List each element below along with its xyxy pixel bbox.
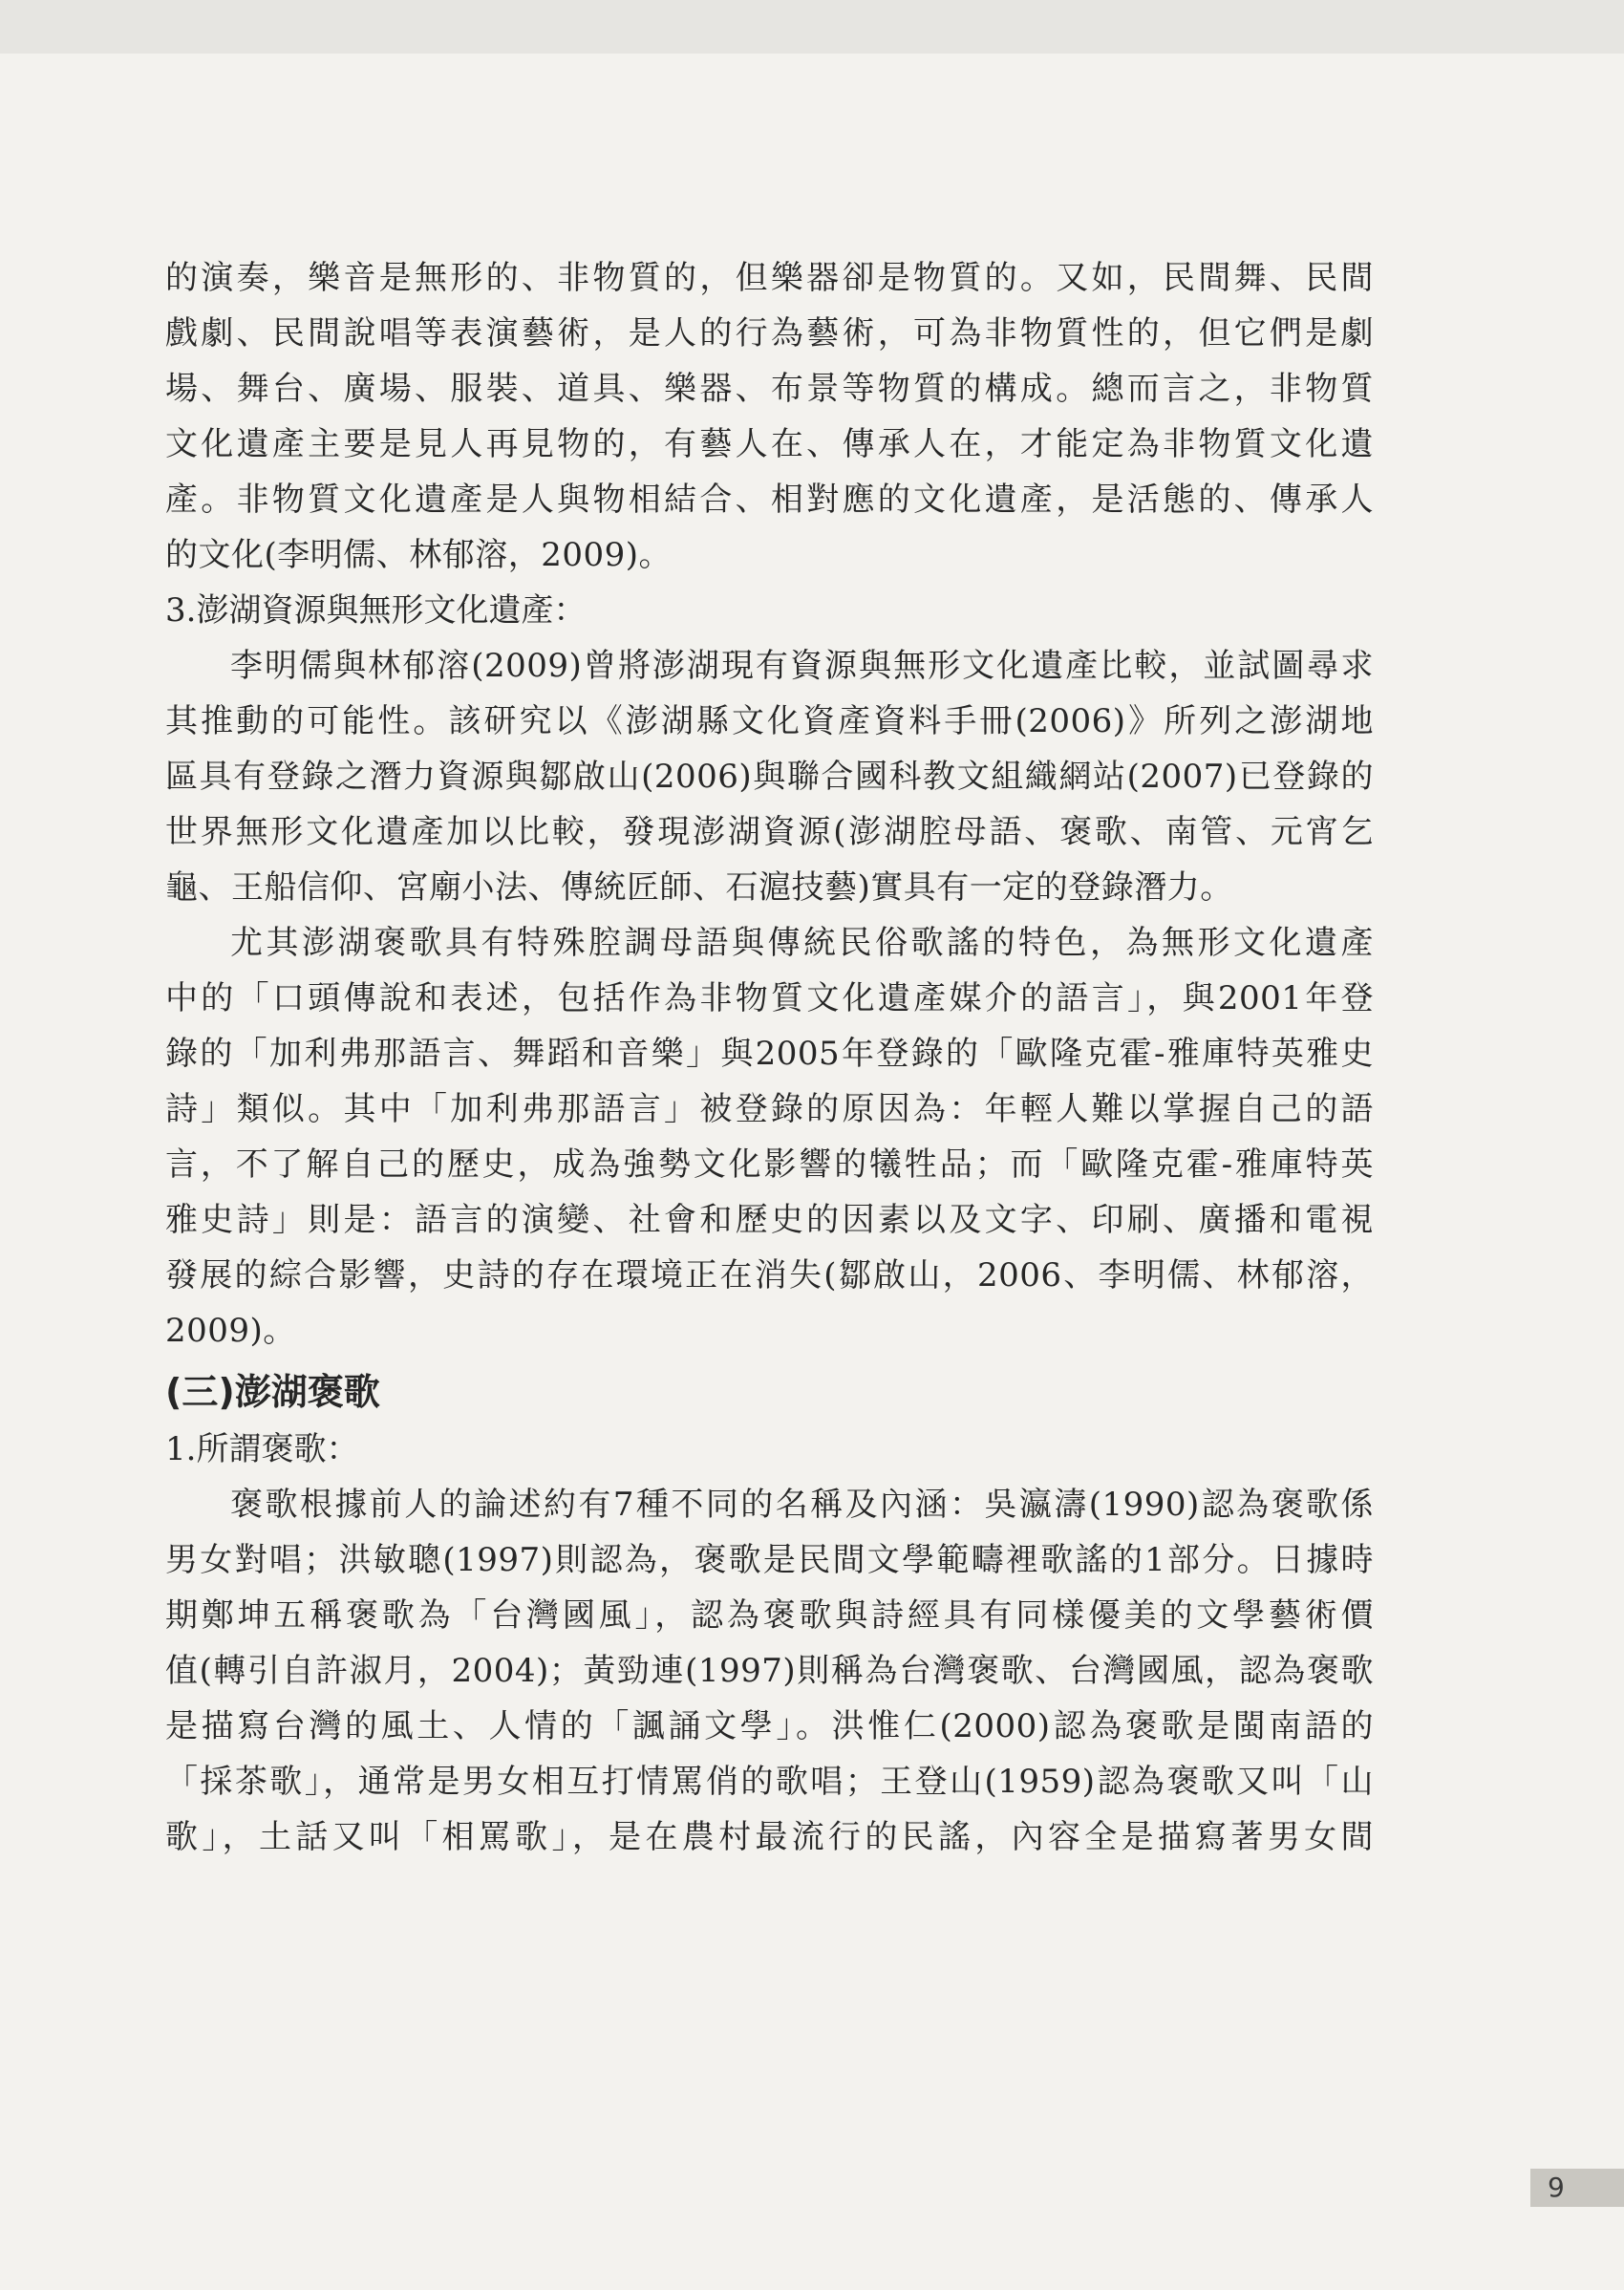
text-line: 詩」類似。其中「加利弗那語言」被登錄的原因為：年輕人難以掌握自己的語 [165, 1090, 1374, 1128]
text-line: 中的「口頭傳說和表述，包括作為非物質文化遺產媒介的語言」，與2001年登 [165, 979, 1374, 1017]
text-line: 其推動的可能性。該研究以《澎湖縣文化資產資料手冊(2006)》所列之澎湖地 [165, 702, 1374, 740]
text-line: 雅史詩」則是：語言的演變、社會和歷史的因素以及文字、印刷、廣播和電視 [165, 1201, 1374, 1239]
text-line: 歌」，土話又叫「相罵歌」，是在農村最流行的民謠，內容全是描寫著男女間 [165, 1818, 1374, 1856]
text-line: 場、舞台、廣場、服裝、道具、樂器、布景等物質的構成。總而言之，非物質 [165, 370, 1374, 408]
text-line: 期鄭坤五稱褒歌為「台灣國風」，認為褒歌與詩經具有同樣優美的文學藝術價 [165, 1596, 1374, 1635]
text-line: 褒歌根據前人的論述約有7種不同的名稱及內涵：吳瀛濤(1990)認為褒歌係 [230, 1486, 1374, 1524]
text-line: 「採茶歌」，通常是男女相互打情罵俏的歌唱；王登山(1959)認為褒歌又叫「山 [165, 1763, 1374, 1801]
document-body [165, 250, 1374, 1865]
text-line: 產。非物質文化遺產是人與物相結合、相對應的文化遺產，是活態的、傳承人 [165, 481, 1374, 519]
text-line: 是描寫台灣的風土、人情的「諷誦文學」。洪惟仁(2000)認為褒歌是閩南語的 [165, 1707, 1374, 1745]
text-line: 的演奏，樂音是無形的、非物質的，但樂器卻是物質的。又如，民間舞、民間 [165, 259, 1374, 297]
paragraph-3 [165, 915, 1374, 1359]
text-line: 2009)。 [165, 1312, 296, 1350]
scan-top-band [0, 0, 1624, 54]
subheading-3: 3.澎湖資源與無形文化遺產： [165, 591, 587, 630]
text-line: 龜、王船信仰、宮廟小法、傳統匠師、石滬技藝)實具有一定的登錄潛力。 [165, 868, 1233, 907]
text-line: 區具有登錄之潛力資源與鄒啟山(2006)與聯合國科教文組織網站(2007)已登錄的 [165, 758, 1374, 796]
text-line: 戲劇、民間說唱等表演藝術，是人的行為藝術，可為非物質性的，但它們是劇 [165, 314, 1374, 353]
text-line: 文化遺產主要是見人再見物的，有藝人在、傳承人在，才能定為非物質文化遺 [165, 425, 1374, 463]
paragraph-4 [165, 1477, 1374, 1865]
text-line: 發展的綜合影響，史詩的存在環境正在消失(鄒啟山，2006、李明儒、林郁溶， [165, 1256, 1374, 1295]
text-line: 言，不了解自己的歷史，成為強勢文化影響的犧牲品；而「歐隆克霍-雅庫特英 [165, 1145, 1374, 1184]
text-line: 錄的「加利弗那語言、舞蹈和音樂」與2005年登錄的「歐隆克霍-雅庫特英雅史 [165, 1035, 1374, 1073]
subheading-1: 1.所謂褒歌： [165, 1430, 359, 1468]
text-line: 世界無形文化遺產加以比較，發現澎湖資源(澎湖腔母語、褒歌、南管、元宵乞 [165, 813, 1374, 851]
text-line: 尤其澎湖褒歌具有特殊腔調母語與傳統民俗歌謠的特色，為無形文化遺產 [230, 924, 1374, 962]
text-line: 的文化(李明儒、林郁溶，2009)。 [165, 536, 673, 574]
paragraph-2 [165, 638, 1374, 915]
text-line: 男女對唱；洪敏聰(1997)則認為，褒歌是民間文學範疇裡歌謠的1部分。日據時 [165, 1541, 1374, 1579]
text-line: 值(轉引自許淑月，2004)；黃勁連(1997)則稱為台灣褒歌、台灣國風，認為褒歌 [165, 1652, 1374, 1690]
page-number: 9 [1530, 2169, 1624, 2207]
paragraph-1 [165, 250, 1374, 583]
text-line: 李明儒與林郁溶(2009)曾將澎湖現有資源與無形文化遺產比較，並試圖尋求 [230, 647, 1374, 685]
section-heading: (三)澎湖褒歌 [165, 1371, 380, 1413]
